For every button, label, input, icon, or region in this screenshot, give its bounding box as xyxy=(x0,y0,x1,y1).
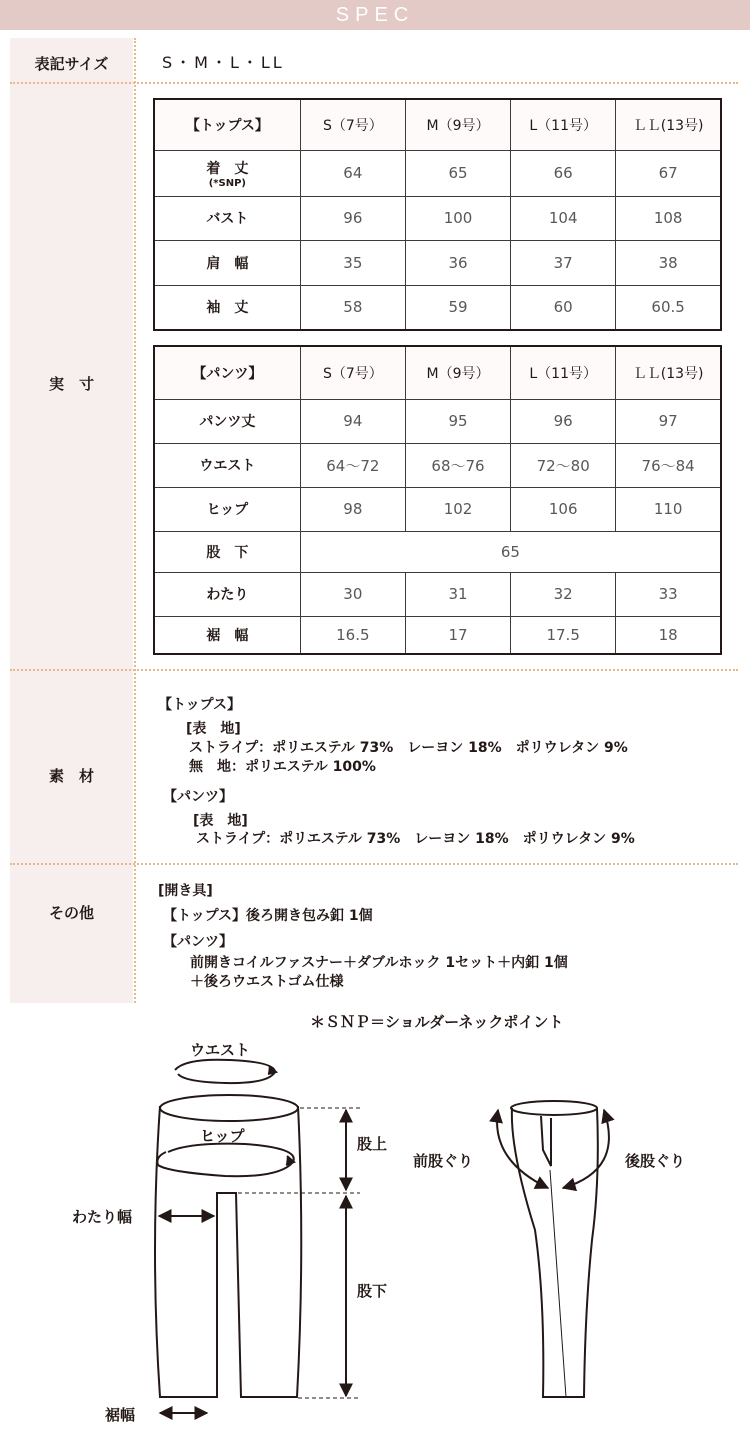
table-cell: 68〜76 xyxy=(405,443,510,487)
table-cell: 72〜80 xyxy=(511,443,616,487)
table-cell: 36 xyxy=(405,240,510,285)
snp-note: ＊ＳＮＰ＝ショルダーネックポイント xyxy=(310,1013,564,1031)
table-cell: 17 xyxy=(405,616,510,654)
waist-label: ウエスト xyxy=(190,1041,251,1059)
label-column-bg xyxy=(10,38,133,1003)
table-cell: 16.5 xyxy=(300,616,405,654)
row-label xyxy=(154,150,300,196)
table-header-cell: ＬＬ(13号) xyxy=(616,346,721,399)
row-label-text: 着 丈 xyxy=(206,160,249,177)
table-cell: 67 xyxy=(616,150,721,196)
table-cell: 106 xyxy=(511,487,616,531)
row-label: 袖 丈 xyxy=(154,285,300,330)
label-material: 素 材 xyxy=(48,767,94,785)
table-cell: 110 xyxy=(616,487,721,531)
table-header-cell: L（11号） xyxy=(511,346,616,399)
material-pants-face: [表 地] xyxy=(193,813,248,829)
table-cell: 37 xyxy=(511,240,616,285)
other-pants-title: 【パンツ】 xyxy=(163,934,233,950)
material-tops-title: 【トップス】 xyxy=(158,697,242,713)
table-header-cell: S（7号） xyxy=(300,99,405,150)
front-rise-label: 前股ぐり xyxy=(413,1152,474,1170)
other-fastener-title: [開き具] xyxy=(158,883,213,899)
table-header-cell: 【トップス】 xyxy=(154,99,300,150)
table-row xyxy=(154,531,721,572)
table-cell: 66 xyxy=(511,150,616,196)
row-label: わたり xyxy=(154,572,300,616)
pants-size-table xyxy=(153,345,722,655)
table-cell: 64〜72 xyxy=(300,443,405,487)
table-header-cell: 【パンツ】 xyxy=(154,346,300,399)
other-tops-line: 【トップス】後ろ開き包み釦 1個 xyxy=(163,908,373,924)
label-actual-size: 実 寸 xyxy=(48,375,94,393)
column-divider xyxy=(134,38,136,1003)
table-cell: 59 xyxy=(405,285,510,330)
material-tops-stripe: ストライプ：ポリエステル 73% レーヨン 18% ポリウレタン 9% xyxy=(189,740,628,756)
table-row xyxy=(154,616,721,654)
table-cell: 76〜84 xyxy=(616,443,721,487)
table-cell: 32 xyxy=(511,572,616,616)
row-divider xyxy=(10,669,738,671)
row-label: パンツ丈 xyxy=(154,399,300,443)
back-rise-arrow xyxy=(563,1110,609,1188)
table-cell: 58 xyxy=(300,285,405,330)
table-cell: 96 xyxy=(300,196,405,240)
table-row xyxy=(154,240,721,285)
material-pants-title: 【パンツ】 xyxy=(163,789,233,805)
table-cell-merged: 65 xyxy=(300,531,721,572)
thigh-label: わたり幅 xyxy=(72,1208,133,1226)
row-label: ウエスト xyxy=(154,443,300,487)
table-cell: 64 xyxy=(300,150,405,196)
table-header-cell: M（9号） xyxy=(405,346,510,399)
back-rise-label: 後股ぐり xyxy=(625,1152,686,1170)
table-row xyxy=(154,150,721,196)
table-cell: 96 xyxy=(511,399,616,443)
table-header-cell: S（7号） xyxy=(300,346,405,399)
table-cell: 108 xyxy=(616,196,721,240)
pants-diagram-drawing xyxy=(0,1005,750,1450)
table-row xyxy=(154,285,721,330)
table-row xyxy=(154,487,721,531)
table-cell: 30 xyxy=(300,572,405,616)
rise-label: 股上 xyxy=(357,1135,388,1153)
table-cell: 95 xyxy=(405,399,510,443)
table-cell: 94 xyxy=(300,399,405,443)
table-header-cell: M（9号） xyxy=(405,99,510,150)
row-divider xyxy=(10,863,738,865)
hem-label: 裾幅 xyxy=(105,1406,136,1424)
label-size-notation: 表記サイズ xyxy=(34,55,109,73)
label-other: その他 xyxy=(48,904,94,922)
material-tops-plain: 無 地：ポリエステル 100% xyxy=(189,759,376,775)
table-cell: 35 xyxy=(300,240,405,285)
material-pants-stripe: ストライプ：ポリエステル 73% レーヨン 18% ポリウレタン 9% xyxy=(196,831,635,847)
table-header-cell: L（11号） xyxy=(511,99,616,150)
hip-label: ヒップ xyxy=(200,1127,245,1145)
row-divider xyxy=(10,82,738,84)
row-label: 裾 幅 xyxy=(154,616,300,654)
table-row xyxy=(154,399,721,443)
tops-size-table xyxy=(153,98,722,331)
table-header-cell: ＬＬ(13号) xyxy=(616,99,721,150)
table-cell: 18 xyxy=(616,616,721,654)
table-cell: 17.5 xyxy=(511,616,616,654)
table-cell: 104 xyxy=(511,196,616,240)
table-cell: 97 xyxy=(616,399,721,443)
spec-header xyxy=(0,0,750,30)
table-cell: 102 xyxy=(405,487,510,531)
table-cell: 31 xyxy=(405,572,510,616)
other-pants-line1: 前開きコイルファスナー＋ダブルホック 1セット＋内釦 1個 xyxy=(190,955,568,971)
inseam-label: 股下 xyxy=(357,1282,388,1300)
table-cell: 38 xyxy=(616,240,721,285)
row-label: ヒップ xyxy=(154,487,300,531)
hip-arrow xyxy=(157,1144,294,1177)
table-row xyxy=(154,443,721,487)
waist-arrow xyxy=(175,1060,276,1083)
table-cell: 100 xyxy=(405,196,510,240)
spec-title: SPEC xyxy=(335,4,415,26)
size-notation-value: S・M・L・LL xyxy=(162,53,285,72)
table-row xyxy=(154,572,721,616)
table-cell: 98 xyxy=(300,487,405,531)
material-tops-face: [表 地] xyxy=(186,721,241,737)
row-label: 股 下 xyxy=(154,531,300,572)
row-label: 肩 幅 xyxy=(154,240,300,285)
row-sublabel: (*SNP) xyxy=(208,177,247,189)
table-cell: 60 xyxy=(511,285,616,330)
other-pants-line2: ＋後ろウエストゴム仕様 xyxy=(190,974,344,990)
table-cell: 33 xyxy=(616,572,721,616)
pants-diagram xyxy=(0,1005,750,1450)
table-cell: 65 xyxy=(405,150,510,196)
table-cell: 60.5 xyxy=(616,285,721,330)
side-pants-outline xyxy=(511,1101,598,1397)
table-row xyxy=(154,196,721,240)
row-label: バスト xyxy=(154,196,300,240)
